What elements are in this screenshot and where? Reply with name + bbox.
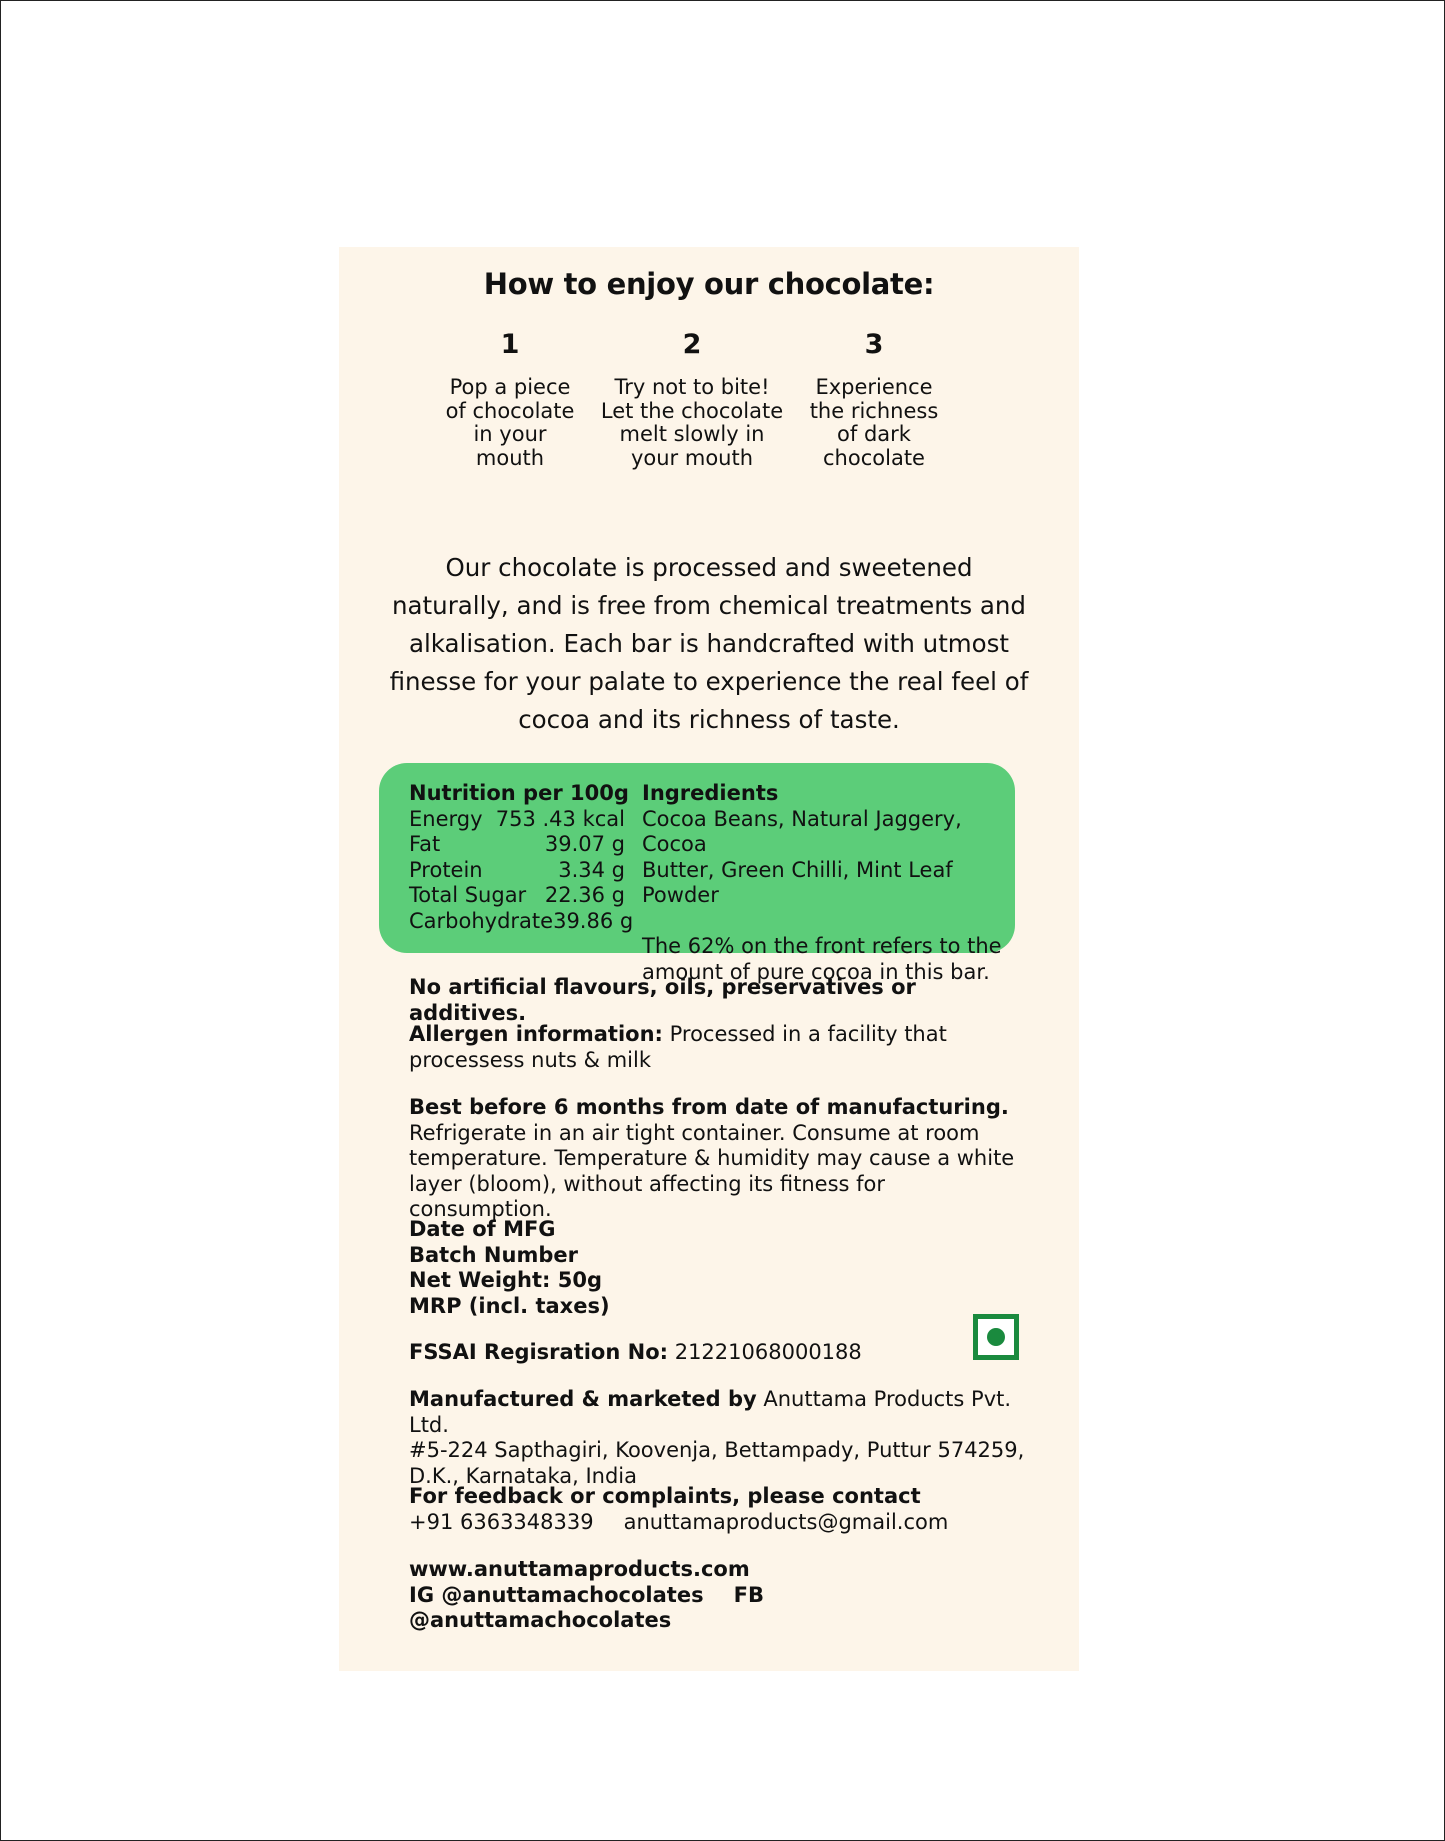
no-additives-note: No artificial flavours, oils, preservatives or additives. <box>409 975 916 1025</box>
step-2 <box>597 327 787 470</box>
step-number: 3 <box>864 329 884 360</box>
ingredients-title: Ingredients <box>642 781 779 805</box>
step-3 <box>779 327 969 470</box>
facebook-handle: FB @anuttamachocolates <box>409 1582 764 1632</box>
how-to-heading: How to enjoy our chocolate: <box>483 267 935 301</box>
cocoa-note: The 62% on the front refers to the amount of pure cocoa in this bar. <box>642 934 1002 984</box>
allergen-info: Allergen information: Processed in a facility that processess nuts & milk <box>409 1022 947 1072</box>
social-links <box>409 1557 1029 1634</box>
storage-info: Best before 6 months from date of manufacturing. Refrigerate in an air tight container. Consume at room temperature. Temperature & humidity may cause a white layer (bloom), without affecting its fitness for consumption. <box>409 1095 1029 1223</box>
phone-number: +91 6363348339 <box>409 1509 594 1534</box>
fssai-registration: FSSAI Regisration No: 21221068000188 <box>409 1340 862 1364</box>
intro-paragraph: Our chocolate is processed and sweetened naturally, and is free from chemical treatments and alkalisation. Each bar is handcrafted with utmost finesse for your palate to experience the real feel of cocoa and its richness of taste. <box>389 553 1029 734</box>
step-number: 1 <box>500 329 520 360</box>
step-1 <box>415 327 605 470</box>
nutrition-row: Fat 39.07 g <box>409 832 625 856</box>
email-address: anuttamaproducts@gmail.com <box>623 1509 949 1534</box>
product-info: Date of MFG Batch Number Net Weight: 50g MRP (incl. taxes) <box>409 1217 610 1318</box>
nutrition-title: Nutrition per 100g <box>409 781 629 805</box>
nutrition-row: Energy 753 .43 kcal <box>409 806 625 831</box>
ingredients-text: Cocoa Beans, Natural Jaggery, Cocoa Butter, Green Chilli, Mint Leaf Powder <box>642 806 962 907</box>
ingredients-section <box>642 781 1022 985</box>
contact-info: For feedback or complaints, please contact +91 6363348339 anuttamaproducts@gmail.com <box>409 1484 949 1534</box>
step-text: Experience the richness of dark chocolate <box>809 375 939 470</box>
instagram-handle: IG @anuttamachocolates <box>409 1582 704 1607</box>
nutrition-row: Total Sugar 22.36 g <box>409 883 625 907</box>
step-text: Pop a piece of chocolate in your mouth <box>445 375 575 470</box>
best-before: Best before 6 months from date of manufacturing. <box>409 1095 1009 1119</box>
manufacturer-info: Manufactured & marketed by Anuttama Products Pvt. Ltd. #5-224 Sapthagiri, Koovenja, Bettampady, Puttur 574259, D.K., Karnataka, India <box>409 1387 1025 1488</box>
label-panel <box>339 247 1079 1671</box>
step-number: 2 <box>682 329 702 360</box>
nutrition-row: Carbohydrate 39.86 g <box>409 908 634 933</box>
nutrition-row: Protein 3.34 g <box>409 857 625 882</box>
website-link: www.anuttamaproducts.com <box>409 1557 750 1581</box>
step-text: Try not to bite! Let the chocolate melt slowly in your mouth <box>600 375 784 470</box>
nutrition-table <box>409 781 634 934</box>
